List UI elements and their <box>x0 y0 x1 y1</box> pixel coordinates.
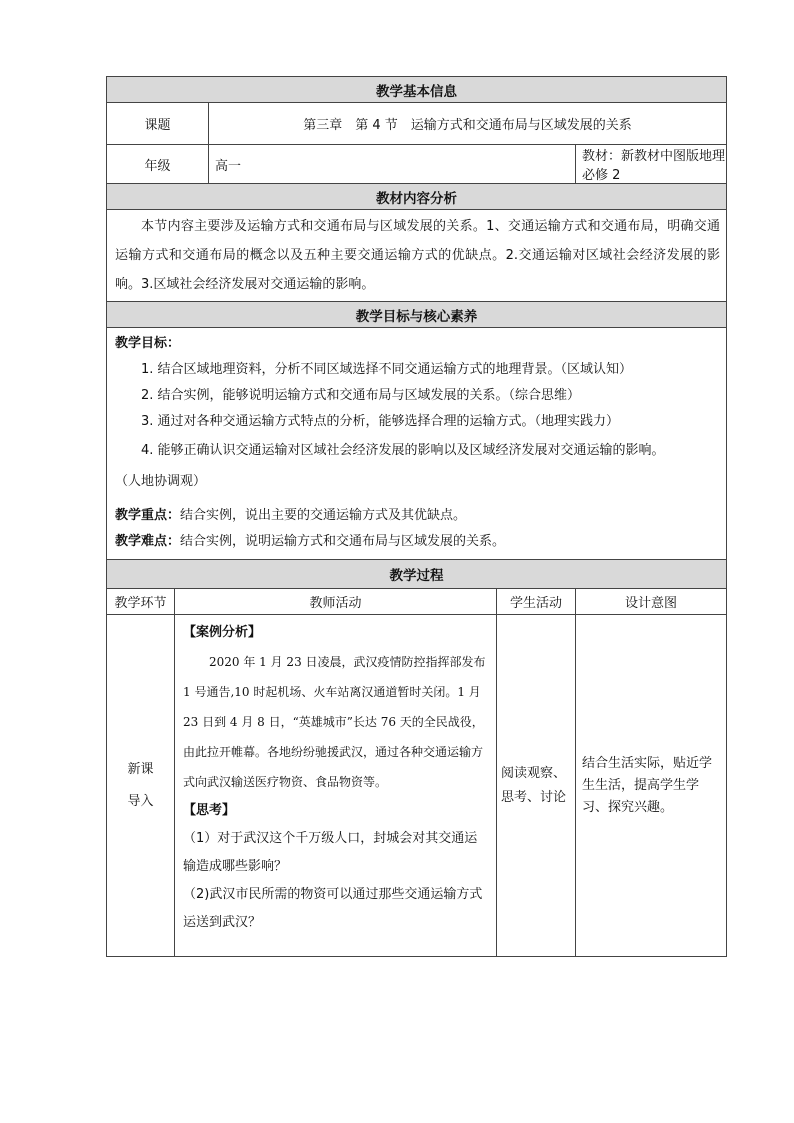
difficult-point-text: 结合实例，说明运输方式和交通布局与区域发展的关系。 <box>180 534 506 549</box>
goal-item-4: 4. 能够正确认识交通运输对区域社会经济发展的影响以及区域经济发展对交通运输的影响。 <box>141 443 665 458</box>
stage-cell: 新课导入 <box>107 615 175 957</box>
process-header: 教学过程 <box>107 560 727 589</box>
difficult-point <box>115 529 720 555</box>
topic-value: 第三章 第 4 节 运输方式和交通布局与区域发展的关系 <box>209 103 727 145</box>
basic-info-header: 教学基本信息 <box>107 77 727 103</box>
goals-header: 教学目标与核心素养 <box>107 302 727 328</box>
content-analysis-text: 本节内容主要涉及运输方式和交通布局与区域发展的关系。1、交通运输方式和交通布局，明确交通运输方式和交通布局的概念以及五种主要交通运输方式的优缺点。2.交通运输对区域社会经济发展的影响。3.区域社会经济发展对交通运输的影响。 <box>107 210 727 302</box>
key-point-text: 结合实例，说出主要的交通运输方式及其优缺点。 <box>180 508 467 523</box>
think-title: 【思考】 <box>183 803 236 818</box>
key-point-label: 教学重点： <box>115 508 181 523</box>
col-student-header: 学生活动 <box>497 589 576 615</box>
goal-item-1: 1. 结合区域地理资料，分析不同区域选择不同交通运输方式的地理背景。（区域认知） <box>141 362 633 377</box>
lesson-plan-table-wrapper <box>106 76 726 957</box>
col-stage-header: 教学环节 <box>107 589 175 615</box>
content-analysis-header: 教材内容分析 <box>107 184 727 210</box>
goals-label: 教学目标： <box>115 336 181 351</box>
topic-label: 课题 <box>107 103 209 145</box>
question-1: （1）对于武汉这个千万级人口，封城会对其交通运输造成哪些影响？ <box>183 831 478 874</box>
goal-item-3: 3. 通过对各种交通运输方式特点的分析，能够选择合理的运输方式。（地理实践力） <box>141 414 620 429</box>
textbook-info: 教材：新教材中图版地理 必修 2 <box>576 145 727 184</box>
goal-item-4-tail: （人地协调观） <box>115 474 207 489</box>
col-design-header: 设计意图 <box>576 589 727 615</box>
goals-section <box>107 328 727 560</box>
key-point <box>115 503 720 529</box>
question-2: （2)武汉市民所需的物资可以通过那些交通运输方式运送到武汉？ <box>183 887 483 930</box>
col-teacher-header: 教师活动 <box>175 589 497 615</box>
lesson-plan-table <box>106 76 727 957</box>
case-title: 【案例分析】 <box>183 625 262 640</box>
case-text: 2020 年 1 月 23 日凌晨，武汉疫情防控指挥部发布 1 号通告,10 时起机场、火车站离汉通道暂时关闭。1 月 23 日到 4 月 8 日，“英雄城市”长达 76 天的全民战役，由此拉开帷幕。各地纷纷驰援武汉，通过各种交通运输方式向武汉输送医疗物资、食品物资等。 <box>183 655 486 789</box>
difficult-point-label: 教学难点： <box>115 534 181 549</box>
design-intent-cell: 结合生活实际，贴近学生生活，提高学生学习、探究兴趣。 <box>576 615 727 957</box>
teacher-activity-cell <box>175 615 497 957</box>
grade-label: 年级 <box>107 145 209 184</box>
goal-item-2: 2. 结合实例，能够说明运输方式和交通布局与区域发展的关系。（综合思维） <box>141 388 581 403</box>
student-activity-cell: 阅读观察、思考、讨论 <box>497 615 576 957</box>
grade-value: 高一 <box>209 145 576 184</box>
